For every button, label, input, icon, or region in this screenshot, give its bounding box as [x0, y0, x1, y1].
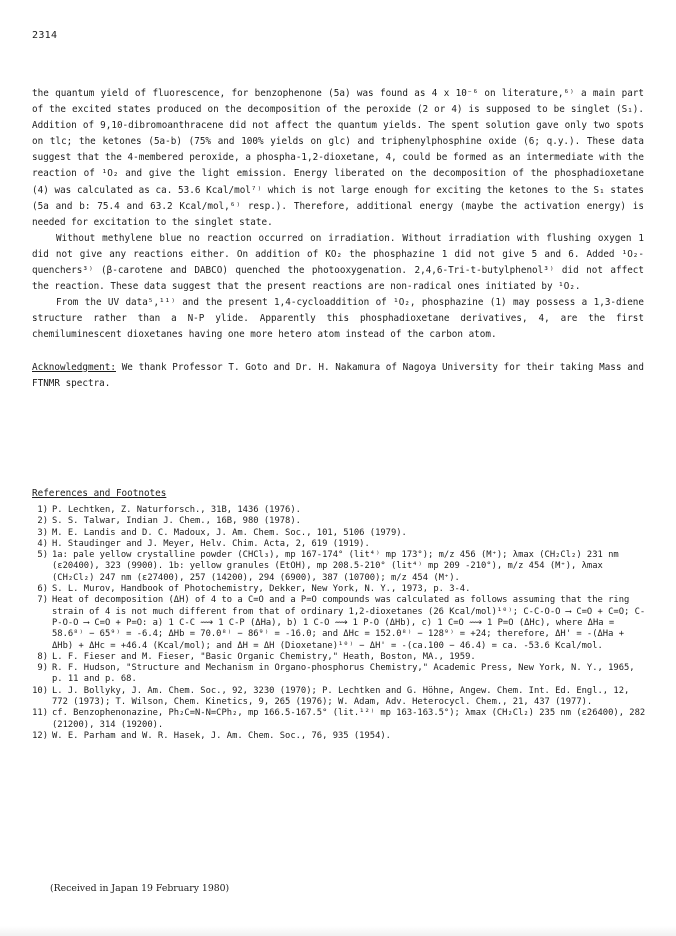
reference-item	[32, 652, 646, 663]
reference-number: 3)	[37, 527, 48, 538]
page-number: 2314	[32, 30, 58, 41]
scan-edge	[0, 926, 676, 936]
reference-item	[32, 550, 646, 584]
references-list	[32, 505, 646, 742]
body-text	[32, 86, 644, 392]
acknowledgment	[32, 360, 644, 392]
acknowledgment-text: We thank Professor T. Goto and Dr. H. Nakamura of Nagoya University for their taking Mass and FTNMR spectra.	[32, 361, 644, 389]
reference-number: 11)	[32, 708, 48, 719]
reference-text: H. Staudinger and J. Meyer, Helv. Chim. Acta, 2, 619 (1919).	[52, 538, 370, 549]
reference-text: L. J. Bollyky, J. Am. Chem. Soc., 92, 3230 (1970); P. Lechtken and G. Höhne, Angew. Chem. Int. Ed. Engl., 12, 772 (1973); T. Wilson, Chem. Kinetics, 9, 265 (1976); W. Adam, Adv. Heterocycl. Chem., 21, 437 (1977).	[52, 685, 630, 708]
reference-text: Heat of decomposition (ΔH) of 4 to a C=O and a P=O compounds was calculated as follows assuming that the ring strain of 4 is not much different from that of ordinary 1,2-dioxetanes (26 Kcal/mol)¹⁰⁾; C-C-O-O ⟶ C=O + C=O; C-P-O-O ⟶ C=O + P=O: a) 1 C-C ⟿ 1 C-P (ΔHa), b) 1 C-O ⟿ 1 P-O (ΔHb), c) 1 C=O ⟿ 1 P=O (ΔHc), where ΔHa = 58.6⁸⁾ − 65⁹⁾ = -6.4; ΔHb = 70.0⁸⁾ − 86⁹⁾ = -16.0; and ΔHc = 152.0⁸⁾ − 128⁹⁾ = +24; therefore, ΔH' = -(ΔHa + ΔHb) + ΔHc = +46.4 (Kcal/mol); and ΔH = ΔH (Dioxetane)¹⁰⁾ − ΔH' = -(ca.100 − 46.4) = ca. -53.6 Kcal/mol.	[52, 595, 646, 651]
paragraph-quantum-yield: the quantum yield of fluorescence, for benzophenone (5a) was found as 4 x 10⁻⁶ on literature,⁶⁾ a main part of the excited states produced on the decomposition of the peroxide (2 or 4) is supposed to be singlet (S₁). Addition of 9,10-dibromoanthracene did not affect the quantum yields. The spent solution gave only two spots on tlc; the ketones (5a-b) (75% and 100% yields on glc) and triphenylphosphine oxide (6; q.y.). These data suggest that the 4-membered peroxide, a phospha-1,2-dioxetane, 4, could be formed as an intermediate with the reaction of ¹O₂ and give the light emission. Energy liberated on the decomposition of the phosphadioxetane (4) was calculated as ca. 53.6 Kcal/mol⁷⁾ which is not large enough for exciting the ketones to the S₁ states (5a and b: 75.4 and 63.2 Kcal/mol,⁶⁾ resp.). Therefore, additional energy (maybe the activation energy) is needed for excitation to the singlet state.	[32, 88, 644, 228]
reference-item	[32, 539, 646, 550]
paragraph-conclusion: From the UV data⁵,¹¹⁾ and the present 1,4-cycloaddition of ¹O₂, phosphazine (1) may possess a 1,3-diene structure rather than a N-P ylide. Apparently this phosphadioxetane derivatives, 4, are the first chemiluminescent dioxetanes having one more hetero atom instead of the carbon atom.	[32, 297, 644, 341]
reference-item	[32, 595, 646, 651]
received-date: (Received in Japan 19 February 1980)	[50, 883, 230, 894]
reference-number: 7)	[37, 595, 48, 606]
reference-item	[32, 708, 646, 731]
reference-text: P. Lechtken, Z. Naturforsch., 31B, 1436 (1976).	[52, 505, 301, 515]
acknowledgment-label: Acknowledgment:	[32, 361, 116, 373]
reference-text: R. F. Hudson, "Structure and Mechanism in Organo-phosphorus Chemistry," Academic Press, New York, N. Y., 1965, p. 11 and p. 68.	[52, 663, 635, 685]
reference-number: 2)	[37, 516, 48, 527]
reference-text: S. L. Murov, Handbook of Photochemistry, Dekker, New York, N. Y., 1973, p. 3-4.	[52, 584, 471, 595]
reference-item	[32, 663, 646, 686]
reference-number: 12)	[32, 730, 48, 741]
references-heading: References and Footnotes	[32, 488, 167, 499]
paragraph-control-experiments: Without methylene blue no reaction occurred on irradiation. Without irradiation with flushing oxygen 1 did not give any reactions either. On addition of KO₂ the phosphazine 1 did not give 5 and 6. Added ¹O₂-quenchers³⁾ (β-carotene and DABCO) quenched the photooxygenation. 2,4,6-Tri-t-butylphenol³⁾ did not affect the reaction. These data suggest that the present reactions are non-radical ones initiated by ¹O₂.	[32, 232, 644, 293]
reference-text: W. E. Parham and W. R. Hasek, J. Am. Chem. Soc., 76, 935 (1954).	[52, 730, 391, 741]
reference-item	[32, 686, 646, 709]
reference-text: cf. Benzophenonazine, Ph₂C=N-N=CPh₂, mp 166.5-167.5° (lit.¹²⁾ mp 163-163.5°); λmax (CH₂Cl₂) 235 nm (ε26400), 282 (21200), 314 (19200).	[52, 708, 646, 730]
reference-number: 9)	[37, 663, 48, 674]
reference-item	[32, 731, 646, 742]
reference-text: L. F. Fieser and M. Fieser, "Basic Organic Chemistry," Heath, Boston, MA., 1959.	[52, 651, 476, 662]
reference-number: 10)	[32, 685, 48, 696]
reference-text: 1a: pale yellow crystalline powder (CHCl₃), mp 167-174° (lit⁴⁾ mp 173°); m/z 456 (M⁺); λmax (CH₂Cl₂) 231 nm (ε20400), 323 (9900). 1b: yellow granules (EtOH), mp 208.5-210° (lit⁴⁾ mp 209 -210°), m/z 454 (M⁺), λmax (CH₂Cl₂) 247 nm (ε27400), 257 (14200), 294 (6900), 387 (10700); m/z 454 (M⁺).	[52, 550, 619, 583]
reference-item	[32, 584, 646, 595]
reference-number: 8)	[37, 651, 48, 662]
reference-text: S. S. Talwar, Indian J. Chem., 16B, 980 (1978).	[52, 516, 301, 527]
reference-number: 4)	[37, 538, 48, 549]
reference-number: 6)	[37, 584, 48, 595]
reference-item	[32, 505, 646, 516]
reference-number: 5)	[37, 550, 48, 561]
reference-text: M. E. Landis and D. C. Madoux, J. Am. Chem. Soc., 101, 5106 (1979).	[52, 527, 407, 538]
reference-number: 1)	[37, 505, 48, 515]
reference-item	[32, 516, 646, 527]
reference-item	[32, 528, 646, 539]
